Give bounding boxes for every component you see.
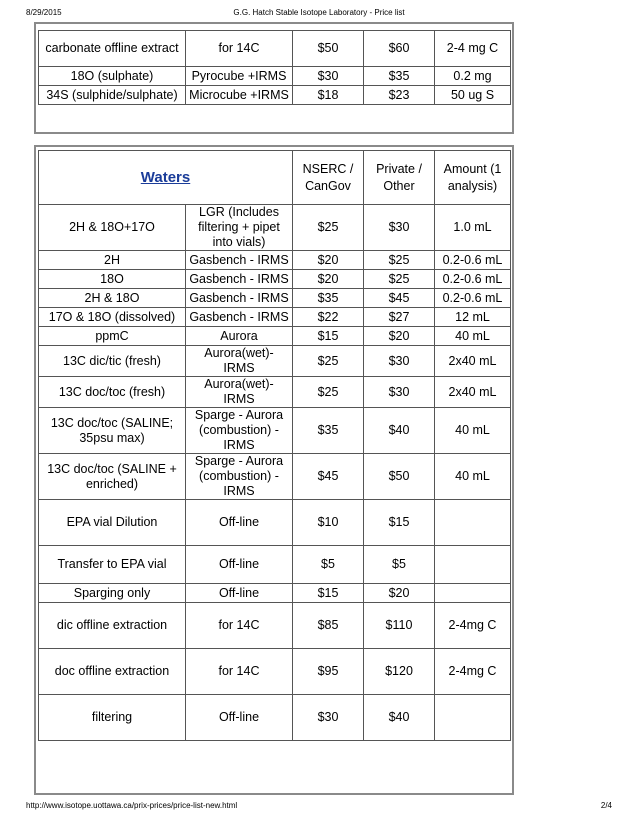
top-table-nserc-price-cell: $30 — [293, 67, 364, 86]
waters-method-cell: LGR (Includes filtering + pipet into vials) — [186, 205, 293, 251]
page-url: http://www.isotope.uottawa.ca/prix-prices/price-list-new.html — [26, 801, 238, 810]
waters-service-cell: 2H & 18O — [39, 289, 186, 308]
top-table-service-cell: 18O (sulphate) — [39, 67, 186, 86]
top-table-amount-cell: 2-4 mg C — [435, 31, 511, 67]
waters-amount-cell: 40 mL — [435, 327, 511, 346]
waters-amount-cell: 0.2-0.6 mL — [435, 251, 511, 270]
waters-service-cell: Sparging only — [39, 584, 186, 603]
waters-private-price-cell: $40 — [364, 695, 435, 741]
waters-amount-cell — [435, 584, 511, 603]
waters-service-cell: 18O — [39, 270, 186, 289]
waters-row — [39, 308, 511, 327]
waters-row — [39, 327, 511, 346]
top-table-amount-cell: 0.2 mg — [435, 67, 511, 86]
print-date: 8/29/2015 — [26, 8, 62, 17]
top-table-service-cell: carbonate offline extract — [39, 31, 186, 67]
waters-nserc-price-cell: $30 — [293, 695, 364, 741]
waters-service-cell: EPA vial Dilution — [39, 500, 186, 546]
waters-method-cell: Gasbench - IRMS — [186, 251, 293, 270]
top-price-table — [38, 30, 511, 105]
waters-row — [39, 289, 511, 308]
top-table-service-cell: 34S (sulphide/sulphate) — [39, 86, 186, 105]
top-table-row — [39, 31, 511, 67]
waters-method-cell: Aurora(wet)- IRMS — [186, 377, 293, 408]
waters-method-cell: Off-line — [186, 500, 293, 546]
waters-method-cell: Aurora — [186, 327, 293, 346]
page-footer — [0, 801, 638, 813]
waters-nserc-price-cell: $25 — [293, 377, 364, 408]
waters-amount-cell: 2-4mg C — [435, 603, 511, 649]
page-title: G.G. Hatch Stable Isotope Laboratory - Price list — [233, 8, 405, 17]
top-table-method-cell: Pyrocube +IRMS — [186, 67, 293, 86]
waters-private-price-cell: $20 — [364, 327, 435, 346]
waters-row — [39, 270, 511, 289]
header-nserc: NSERC / CanGov — [293, 151, 364, 205]
top-table-private-price-cell: $23 — [364, 86, 435, 105]
waters-row — [39, 408, 511, 454]
waters-row — [39, 251, 511, 270]
waters-method-cell: Aurora(wet)- IRMS — [186, 346, 293, 377]
waters-nserc-price-cell: $25 — [293, 205, 364, 251]
waters-nserc-price-cell: $10 — [293, 500, 364, 546]
waters-section-link[interactable]: Waters — [140, 168, 191, 186]
waters-nserc-price-cell: $35 — [293, 408, 364, 454]
top-table-row — [39, 67, 511, 86]
top-table-nserc-price-cell: $18 — [293, 86, 364, 105]
waters-method-cell: Sparge - Aurora (combustion) - IRMS — [186, 408, 293, 454]
waters-amount-cell: 0.2-0.6 mL — [435, 270, 511, 289]
waters-service-cell: Transfer to EPA vial — [39, 546, 186, 584]
waters-nserc-price-cell: $5 — [293, 546, 364, 584]
waters-amount-cell — [435, 546, 511, 584]
waters-method-cell: for 14C — [186, 649, 293, 695]
waters-method-cell: Gasbench - IRMS — [186, 270, 293, 289]
waters-nserc-price-cell: $95 — [293, 649, 364, 695]
waters-row — [39, 584, 511, 603]
waters-private-price-cell: $20 — [364, 584, 435, 603]
waters-nserc-price-cell: $15 — [293, 584, 364, 603]
waters-nserc-price-cell: $22 — [293, 308, 364, 327]
waters-service-cell: 13C doc/toc (SALINE; 35psu max) — [39, 408, 186, 454]
top-table-method-cell: Microcube +IRMS — [186, 86, 293, 105]
top-table-row — [39, 86, 511, 105]
top-table-method-cell: for 14C — [186, 31, 293, 67]
waters-amount-cell — [435, 695, 511, 741]
waters-method-cell: Gasbench - IRMS — [186, 289, 293, 308]
waters-row — [39, 603, 511, 649]
top-table-private-price-cell: $60 — [364, 31, 435, 67]
waters-service-cell: filtering — [39, 695, 186, 741]
waters-row — [39, 695, 511, 741]
waters-service-cell: 17O & 18O (dissolved) — [39, 308, 186, 327]
waters-service-cell: ppmC — [39, 327, 186, 346]
waters-row — [39, 649, 511, 695]
waters-private-price-cell: $50 — [364, 454, 435, 500]
waters-row — [39, 205, 511, 251]
waters-private-price-cell: $110 — [364, 603, 435, 649]
waters-private-price-cell: $25 — [364, 251, 435, 270]
waters-method-cell: Off-line — [186, 584, 293, 603]
waters-nserc-price-cell: $25 — [293, 346, 364, 377]
waters-private-price-cell: $30 — [364, 346, 435, 377]
waters-nserc-price-cell: $15 — [293, 327, 364, 346]
waters-private-price-cell: $30 — [364, 205, 435, 251]
waters-method-cell: Off-line — [186, 695, 293, 741]
header-amount: Amount (1 analysis) — [435, 151, 511, 205]
waters-amount-cell: 0.2-0.6 mL — [435, 289, 511, 308]
waters-nserc-price-cell: $35 — [293, 289, 364, 308]
waters-row — [39, 346, 511, 377]
waters-amount-cell — [435, 500, 511, 546]
waters-price-table — [38, 150, 511, 741]
waters-service-cell: doc offline extraction — [39, 649, 186, 695]
waters-nserc-price-cell: $85 — [293, 603, 364, 649]
waters-amount-cell: 40 mL — [435, 408, 511, 454]
waters-service-cell: 2H — [39, 251, 186, 270]
waters-header-row — [39, 151, 511, 205]
waters-row — [39, 500, 511, 546]
waters-method-cell: for 14C — [186, 603, 293, 649]
top-table-nserc-price-cell: $50 — [293, 31, 364, 67]
waters-nserc-price-cell: $45 — [293, 454, 364, 500]
waters-private-price-cell: $120 — [364, 649, 435, 695]
waters-row — [39, 454, 511, 500]
waters-private-price-cell: $40 — [364, 408, 435, 454]
waters-method-cell: Gasbench - IRMS — [186, 308, 293, 327]
waters-private-price-cell: $27 — [364, 308, 435, 327]
waters-row — [39, 377, 511, 408]
waters-service-cell: 13C dic/tic (fresh) — [39, 346, 186, 377]
waters-nserc-price-cell: $20 — [293, 251, 364, 270]
waters-nserc-price-cell: $20 — [293, 270, 364, 289]
page-number: 2/4 — [600, 801, 612, 810]
waters-title-cell — [39, 151, 293, 205]
waters-private-price-cell: $45 — [364, 289, 435, 308]
waters-method-cell: Off-line — [186, 546, 293, 584]
waters-private-price-cell: $25 — [364, 270, 435, 289]
header-private: Private / Other — [364, 151, 435, 205]
waters-service-cell: 13C doc/toc (SALINE + enriched) — [39, 454, 186, 500]
waters-amount-cell: 1.0 mL — [435, 205, 511, 251]
waters-amount-cell: 2x40 mL — [435, 377, 511, 408]
waters-private-price-cell: $5 — [364, 546, 435, 584]
top-table-private-price-cell: $35 — [364, 67, 435, 86]
waters-service-cell: 2H & 18O+17O — [39, 205, 186, 251]
waters-amount-cell: 2x40 mL — [435, 346, 511, 377]
top-table-amount-cell: 50 ug S — [435, 86, 511, 105]
page-header — [0, 8, 638, 20]
waters-amount-cell: 12 mL — [435, 308, 511, 327]
waters-method-cell: Sparge - Aurora (combustion) - IRMS — [186, 454, 293, 500]
waters-row — [39, 546, 511, 584]
waters-service-cell: 13C doc/toc (fresh) — [39, 377, 186, 408]
waters-amount-cell: 40 mL — [435, 454, 511, 500]
waters-private-price-cell: $30 — [364, 377, 435, 408]
waters-service-cell: dic offline extraction — [39, 603, 186, 649]
waters-amount-cell: 2-4mg C — [435, 649, 511, 695]
waters-private-price-cell: $15 — [364, 500, 435, 546]
